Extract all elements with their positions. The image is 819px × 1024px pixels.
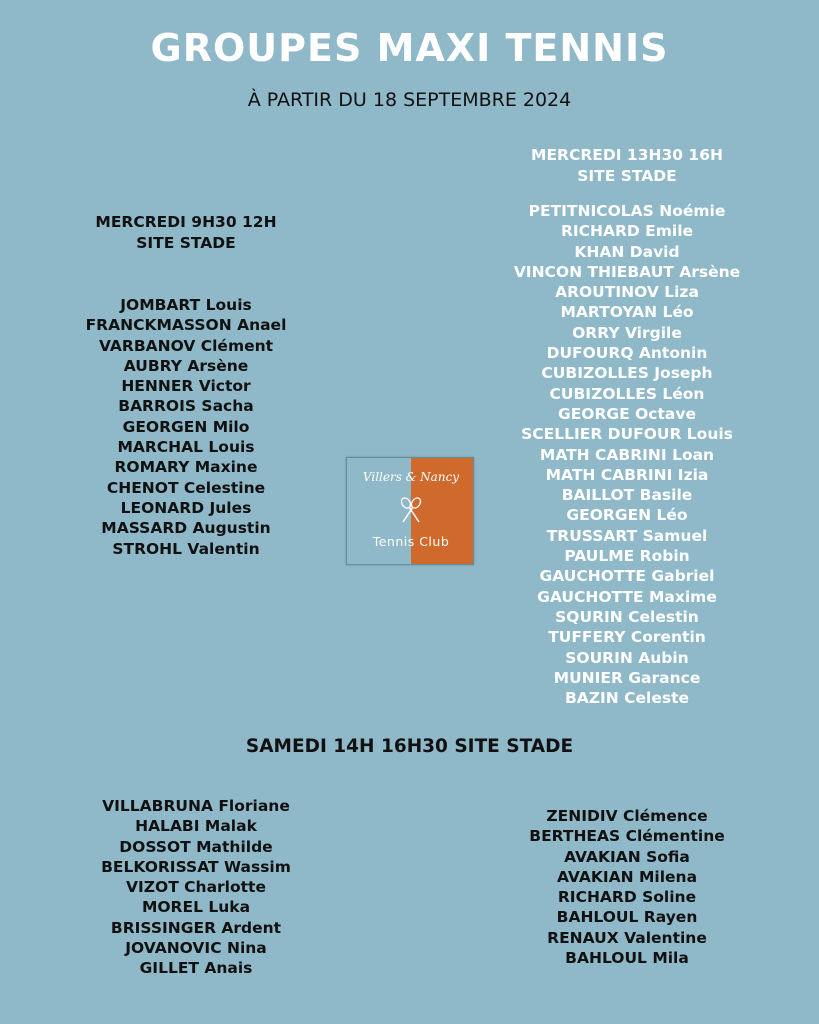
player-name: STROHL Valentin	[112, 539, 260, 558]
player-name: SOURIN Aubin	[565, 648, 689, 667]
player-name: BARROIS Sacha	[118, 397, 254, 416]
player-name: RENAUX Valentine	[547, 928, 707, 947]
name-list	[55, 796, 337, 979]
player-name: CUBIZOLLES Léon	[549, 384, 705, 403]
group-saturday-title: SAMEDI 14H 16H30 SITE STADE	[245, 736, 574, 757]
group-wednesday-afternoon	[496, 145, 758, 708]
player-name: PETITNICOLAS Noémie	[528, 202, 726, 220]
crossed-rackets-icon	[399, 496, 423, 524]
player-name: AVAKIAN Milena	[556, 867, 698, 886]
player-name: PAULME Robin	[564, 547, 690, 566]
player-name: MARCHAL Louis	[117, 438, 255, 457]
player-name: RICHARD Emile	[560, 222, 694, 241]
player-name: MARTOYAN Léo	[560, 303, 694, 322]
player-name: MATH CABRINI Izia	[545, 465, 709, 484]
player-name: GEORGEN Léo	[566, 506, 688, 525]
page-title: GROUPES MAXI TENNIS	[150, 26, 669, 70]
player-name: HENNER Victor	[121, 377, 251, 396]
player-name: TUFFERY Corentin	[548, 628, 706, 647]
player-name: MATH CABRINI Loan	[539, 445, 715, 464]
group-heading-site: SITE STADE	[577, 167, 677, 185]
player-name: BAHLOUL Rayen	[556, 908, 698, 927]
player-name: RICHARD Soline	[557, 888, 697, 907]
player-name: MUNIER Garance	[553, 668, 701, 687]
page-subtitle: À PARTIR DU 18 SEPTEMBRE 2024	[247, 89, 572, 111]
player-name: VINCON THIEBAUT Arsène	[513, 262, 741, 281]
player-name: GILLET Anais	[139, 959, 253, 978]
player-name: BELKORISSAT Wassim	[101, 857, 291, 876]
player-name: TRUSSART Samuel	[546, 526, 708, 545]
player-name: SCELLIER DUFOUR Louis	[521, 425, 733, 444]
player-name: CUBIZOLLES Joseph	[541, 364, 713, 383]
player-name: MOREL Luka	[141, 898, 251, 917]
player-name: JOVANOVIC Nina	[125, 939, 267, 958]
group-saturday-left	[55, 796, 337, 979]
player-name: VIZOT Charlotte	[126, 878, 266, 897]
player-name: LEONARD Jules	[120, 498, 252, 517]
player-name: FRANCKMASSON Anael	[85, 316, 287, 335]
name-list	[496, 201, 758, 708]
player-name: MASSARD Augustin	[101, 519, 271, 538]
player-name: DOSSOT Mathilde	[119, 837, 273, 856]
group-wednesday-morning	[55, 212, 317, 559]
player-name: GAUCHOTTE Maxime	[537, 587, 717, 606]
player-name: BERTHEAS Clémentine	[529, 827, 725, 846]
player-name: BRISSINGER Ardent	[110, 918, 282, 937]
group-heading-site: SITE STADE	[136, 234, 236, 252]
logo-name: Villers & Nancy	[362, 470, 460, 484]
player-name: HALABI Malak	[135, 817, 257, 836]
player-name: ROMARY Maxine	[114, 458, 258, 477]
player-name: AUBRY Arsène	[123, 356, 249, 375]
player-name: BAZIN Celeste	[564, 689, 690, 708]
player-name: BAHLOUL Mila	[565, 949, 689, 968]
player-name: AVAKIAN Sofia	[564, 847, 690, 866]
player-name: GAUCHOTTE Gabriel	[539, 567, 715, 586]
player-name: GEORGE Octave	[558, 404, 696, 423]
player-name: AROUTINOV Liza	[555, 283, 699, 302]
player-name: DUFOURQ Antonin	[546, 344, 708, 363]
player-name: ORRY Virgile	[572, 323, 682, 342]
group-heading-time: MERCREDI 13H30 16H	[531, 146, 723, 164]
club-logo	[346, 457, 474, 565]
player-name: VILLABRUNA Floriane	[102, 797, 290, 815]
player-name: ZENIDIV Clémence	[546, 807, 708, 825]
name-list	[55, 295, 317, 559]
group-heading-time: MERCREDI 9H30 12H	[95, 213, 277, 231]
logo-club: Tennis Club	[372, 534, 450, 549]
name-list	[496, 806, 758, 968]
player-name: SQURIN Celestin	[555, 607, 699, 626]
player-name: CHENOT Celestine	[106, 478, 266, 497]
player-name: VARBANOV Clément	[98, 336, 274, 355]
group-saturday-right	[496, 806, 758, 968]
player-name: JOMBART Louis	[120, 296, 252, 314]
player-name: BAILLOT Basile	[561, 486, 693, 505]
player-name: GEORGEN Milo	[122, 417, 250, 436]
player-name: KHAN David	[574, 242, 680, 261]
